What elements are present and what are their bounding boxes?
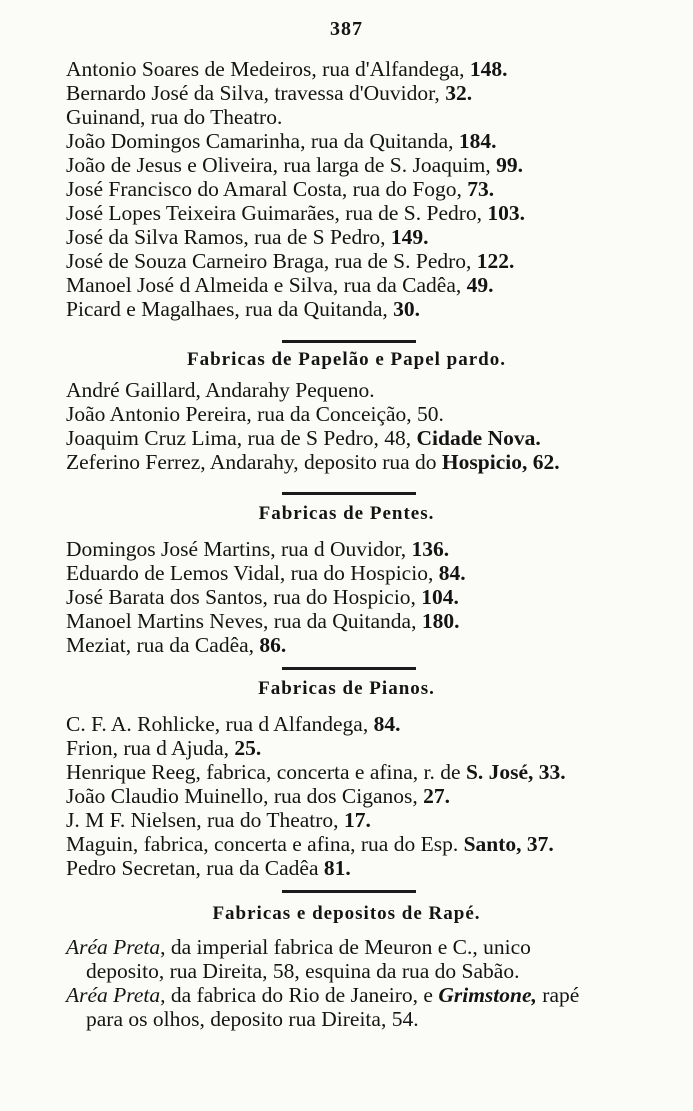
list-item: C. F. A. Rohlicke, rua d Alfandega, 84. bbox=[66, 712, 401, 736]
section-heading: Fabricas de Pentes. bbox=[258, 503, 435, 524]
list-item: Domingos José Martins, rua d Ouvidor, 136. bbox=[66, 537, 450, 561]
list-item: José Barata dos Santos, rua do Hospicio, 104. bbox=[66, 585, 459, 609]
list-item: Pedro Secretan, rua da Cadêa 81. bbox=[66, 856, 351, 880]
list-item: Manoel Martins Neves, rua da Quitanda, 180. bbox=[66, 609, 460, 633]
list-item: Henrique Reeg, fabrica, concerta e afina, r. de S. José, 33. bbox=[66, 760, 566, 784]
list-item: Frion, rua d Ajuda, 25. bbox=[66, 736, 262, 760]
list-item: J. M F. Nielsen, rua do Theatro, 17. bbox=[66, 808, 371, 832]
continued-list bbox=[0, 57, 693, 321]
list-item: João Domingos Camarinha, rua da Quitanda, 184. bbox=[66, 129, 497, 153]
list-item: João Antonio Pereira, rua da Conceição, 50. bbox=[66, 402, 444, 426]
section-heading: Fabricas de Pianos. bbox=[258, 678, 435, 699]
section-pentes bbox=[0, 503, 693, 657]
list-item: José da Silva Ramos, rua de S Pedro, 149. bbox=[66, 225, 429, 249]
list-item: João Claudio Muinello, rua dos Ciganos, 27. bbox=[66, 784, 450, 808]
list-item: Bernardo José da Silva, travessa d'Ouvidor, 32. bbox=[66, 81, 473, 105]
section-rape bbox=[0, 903, 693, 1031]
list-item: Meziat, rua da Cadêa, 86. bbox=[66, 633, 287, 657]
page-number: 387 bbox=[330, 18, 363, 40]
section-heading: Fabricas e depositos de Rapé. bbox=[212, 903, 481, 924]
list-item: Aréa Preta, da imperial fabrica de Meuron e C., unico bbox=[66, 935, 531, 959]
list-item: Eduardo de Lemos Vidal, rua do Hospicio, 84. bbox=[66, 561, 466, 585]
list-item: Picard e Magalhaes, rua da Quitanda, 30. bbox=[66, 297, 421, 321]
list-item: Antonio Soares de Medeiros, rua d'Alfandega, 148. bbox=[66, 57, 508, 81]
list-item: José Francisco do Amaral Costa, rua do Fogo, 73. bbox=[66, 177, 495, 201]
section-divider bbox=[282, 667, 416, 670]
list-item: Aréa Preta, da fabrica do Rio de Janeiro, e Grimstone, rapé bbox=[66, 983, 580, 1007]
list-item: Manoel José d Almeida e Silva, rua da Cadêa, 49. bbox=[66, 273, 494, 297]
list-item: Joaquim Cruz Lima, rua de S Pedro, 48, Cidade Nova. bbox=[66, 426, 541, 450]
section-heading: Fabricas de Papelão e Papel pardo. bbox=[187, 349, 506, 370]
section-divider bbox=[282, 340, 416, 343]
list-item: José Lopes Teixeira Guimarães, rua de S. Pedro, 103. bbox=[66, 201, 526, 225]
list-item-continuation: para os olhos, deposito rua Direita, 54. bbox=[86, 1007, 419, 1031]
list-item-continuation: deposito, rua Direita, 58, esquina da rua do Sabão. bbox=[86, 959, 520, 983]
section-pianos bbox=[0, 678, 693, 880]
section-papelao bbox=[0, 349, 693, 474]
section-divider bbox=[282, 492, 416, 495]
list-item: André Gaillard, Andarahy Pequeno. bbox=[66, 378, 375, 402]
list-item: Zeferino Ferrez, Andarahy, deposito rua do Hospicio, 62. bbox=[66, 450, 560, 474]
list-item: Guinand, rua do Theatro. bbox=[66, 105, 283, 129]
list-item: José de Souza Carneiro Braga, rua de S. Pedro, 122. bbox=[66, 249, 515, 273]
list-item: Maguin, fabrica, concerta e afina, rua do Esp. Santo, 37. bbox=[66, 832, 554, 856]
list-item: João de Jesus e Oliveira, rua larga de S. Joaquim, 99. bbox=[66, 153, 523, 177]
section-divider bbox=[282, 890, 416, 893]
